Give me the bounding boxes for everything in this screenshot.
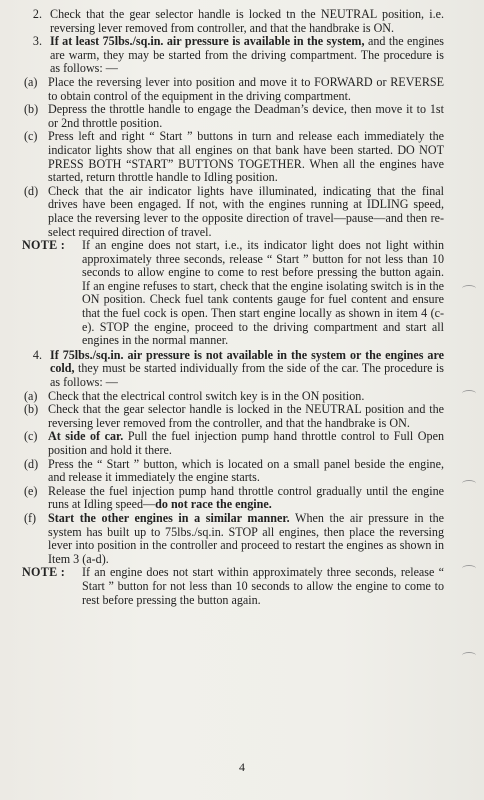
binder-hole-mark — [462, 390, 476, 397]
sub-item-label: (b) — [24, 402, 39, 417]
sub-item-label: (b) — [24, 102, 39, 117]
sub-item-bold: At side of car. — [48, 429, 124, 444]
item-lead-text: and the engines are warm, they may be started from the driving compartment. The procedure is as follows: — — [50, 34, 444, 76]
sub-item-4e — [22, 485, 444, 512]
sub-item-label: (a) — [24, 74, 38, 89]
sub-item-text: Check that the electrical control switch key is in the ON position. — [48, 388, 365, 403]
sub-item-text: When the air pressure in the system has built up to 75lbs./sq.in. STOP all engines, then place the reversing lever into position in the controller and proceed to restart the engines as shown in Item 3 (a-d). — [48, 510, 444, 566]
sub-item-bold: Start the other engines in a similar manner. — [48, 510, 290, 525]
binder-hole-mark — [462, 285, 476, 292]
sub-item-text: Check that the air indicator lights have illuminated, indicating that the final drives have been engaged. If not, with the engines running at IDLING speed, place the reversing lever to the opposite direction of travel—pause—and then re-select required direction of travel. — [48, 183, 444, 239]
note-label: NOTE : — [22, 565, 66, 580]
item-text: Check that the gear selector handle is locked tn the NEUTRAL position, i.e. reversing lever removed from controller, and that the handbrake is ON. — [50, 7, 444, 35]
sub-item-4c — [22, 430, 444, 457]
sub-item-3a — [22, 76, 444, 103]
sub-item-text: Release the fuel injection pump hand throttle control gradually until the engine runs at Idling speed— — [48, 483, 444, 512]
sub-item-text: Depress the throttle handle to engage the Deadman’s device, then move it to 1st or 2nd throttle position. — [48, 102, 444, 130]
binder-hole-mark — [462, 480, 476, 487]
item-3 — [22, 35, 444, 76]
sub-item-4d — [22, 458, 444, 485]
note-3 — [22, 239, 444, 348]
item-lead-text: they must be started individually from the side of the car. The procedure is as follows: — — [50, 361, 444, 390]
sub-item-label: (c) — [24, 429, 38, 444]
sub-item-label: (d) — [24, 183, 39, 198]
sub-item-label: (d) — [24, 456, 39, 471]
sub-item-text: Press the “ Start ” button, which is located on a small panel beside the engine, and release it immediately the engine starts. — [48, 456, 444, 485]
sub-item-4f — [22, 512, 444, 566]
sub-item-label: (c) — [24, 129, 38, 144]
item-number: 2. — [32, 7, 42, 21]
item-4 — [22, 349, 444, 390]
sub-item-bold: do not race the engine. — [155, 497, 272, 512]
sub-item-text: Place the reversing lever into position and move it to FORWARD or REVERSE to obtain control of the equipment in the driving compartment. — [48, 74, 444, 103]
binder-hole-mark — [462, 652, 476, 659]
binder-hole-mark — [462, 565, 476, 572]
item-2 — [22, 8, 444, 35]
sub-item-text: Check that the gear selector handle is locked in the NEUTRAL position and the reversing lever removed from the controller, and that the handbrake is ON. — [48, 402, 444, 430]
item-lead-bold: If 75lbs./sq.in. air pressure is not available in the system or the engines are cold, — [50, 347, 444, 376]
sub-item-label: (e) — [24, 483, 38, 498]
note-label: NOTE : — [22, 238, 66, 253]
sub-item-text: Pull the fuel injection pump hand throttle control to Full Open position and hold it there. — [48, 429, 445, 457]
sub-item-3c — [22, 130, 444, 184]
sub-item-3b — [22, 103, 444, 130]
note-text: If an engine does not start, i.e., its indicator light does not light within approximately three seconds, release “ Start ” button for not less than 10 seconds to allow engine to come to rest before pressing the button again. If an engine refuses to start, check that the engine isolating switch is in the ON position. Check fuel tank contents gauge for fuel content and ensure that the fuel cock is open. Then start engine locally as shown in item 4 (c-e). STOP the engine, proceed to the driving compartment and start all engines in the normal manner. — [82, 238, 444, 348]
page-number: 4 — [239, 760, 245, 774]
sub-item-3d — [22, 185, 444, 239]
note-text: If an engine does not start within approximately three seconds, release “ Start ” button for not less than 10 seconds to allow the engine to come to rest before pressing the button again. — [82, 565, 444, 607]
item-number: 4. — [32, 347, 42, 362]
item-number: 3. — [32, 34, 42, 49]
sub-item-label: (a) — [24, 388, 38, 403]
sub-item-4a — [22, 390, 444, 404]
note-4 — [22, 566, 444, 607]
instructions-body — [22, 8, 444, 607]
sub-item-text: Press left and right “ Start ” buttons in turn and release each immediately the indicator lights show that all engines on that bank have been started. DO NOT PRESS BOTH “START” BUTTONS TOGETHER. When all the engines have started, return throttle handle to Idling position. — [48, 129, 444, 185]
sub-item-4b — [22, 403, 444, 430]
item-lead-bold: If at least 75lbs./sq.in. air pressure is available in the system, — [50, 34, 365, 49]
sub-item-label: (f) — [24, 510, 37, 525]
